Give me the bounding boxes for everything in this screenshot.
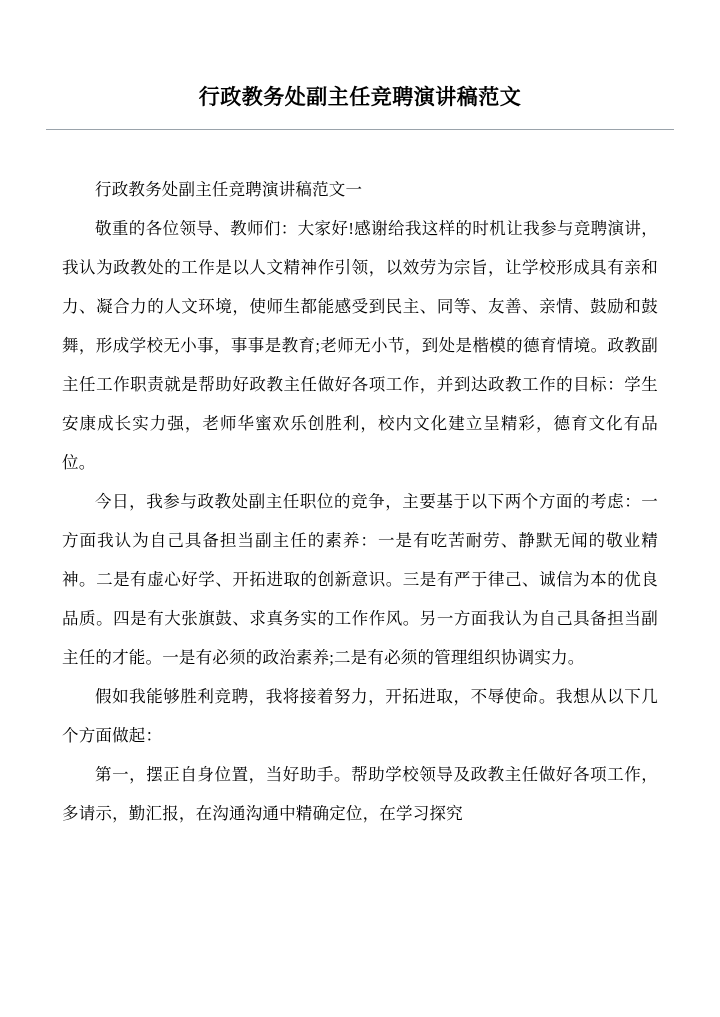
paragraph: 敬重的各位领导、教师们：大家好!感谢给我这样的时机让我参与竞聘演讲，我认为政教处的工作是以人文精神作引领，以效劳为宗旨，让学校形成具有亲和力、凝合力的人文环境，使师生都能感受到民主、同等、友善、亲情、鼓励和鼓舞，形成学校无小事，事事是教育;老师无小节，到处是楷模的德育情境。政教副主任工作职责就是帮助好政教主任做好各项工作，并到达政教工作的目标：学生安康成长实力强，老师华蜜欢乐创胜利，校内文化建立呈精彩，德育文化有品位。 bbox=[62, 219, 658, 473]
document-body bbox=[0, 130, 720, 833]
paragraph: 行政教务处副主任竞聘演讲稿范文一 bbox=[95, 180, 363, 200]
paragraph: 第一，摆正自身位置，当好助手。帮助学校领导及政教主任做好各项工作，多请示，勤汇报，在沟通沟通中精确定位，在学习探究 bbox=[62, 765, 658, 824]
page-title: 行政教务处副主任竞聘演讲稿范文 bbox=[198, 85, 522, 109]
paragraph: 假如我能够胜利竞聘，我将接着努力，开拓进取，不辱使命。我想从以下几个方面做起： bbox=[62, 687, 658, 746]
paragraph: 今日，我参与政教处副主任职位的竞争，主要基于以下两个方面的考虑：一方面我认为自己具备担当副主任的素养：一是有吃苦耐劳、静默无闻的敬业精神。二是有虚心好学、开拓进取的创新意识。三是有严于律己、诚信为本的优良品质。四是有大张旗鼓、求真务实的工作作风。另一方面我认为自己具备担当副主任的才能。一是有必须的政治素养;二是有必须的管理组织协调实力。 bbox=[62, 492, 658, 668]
